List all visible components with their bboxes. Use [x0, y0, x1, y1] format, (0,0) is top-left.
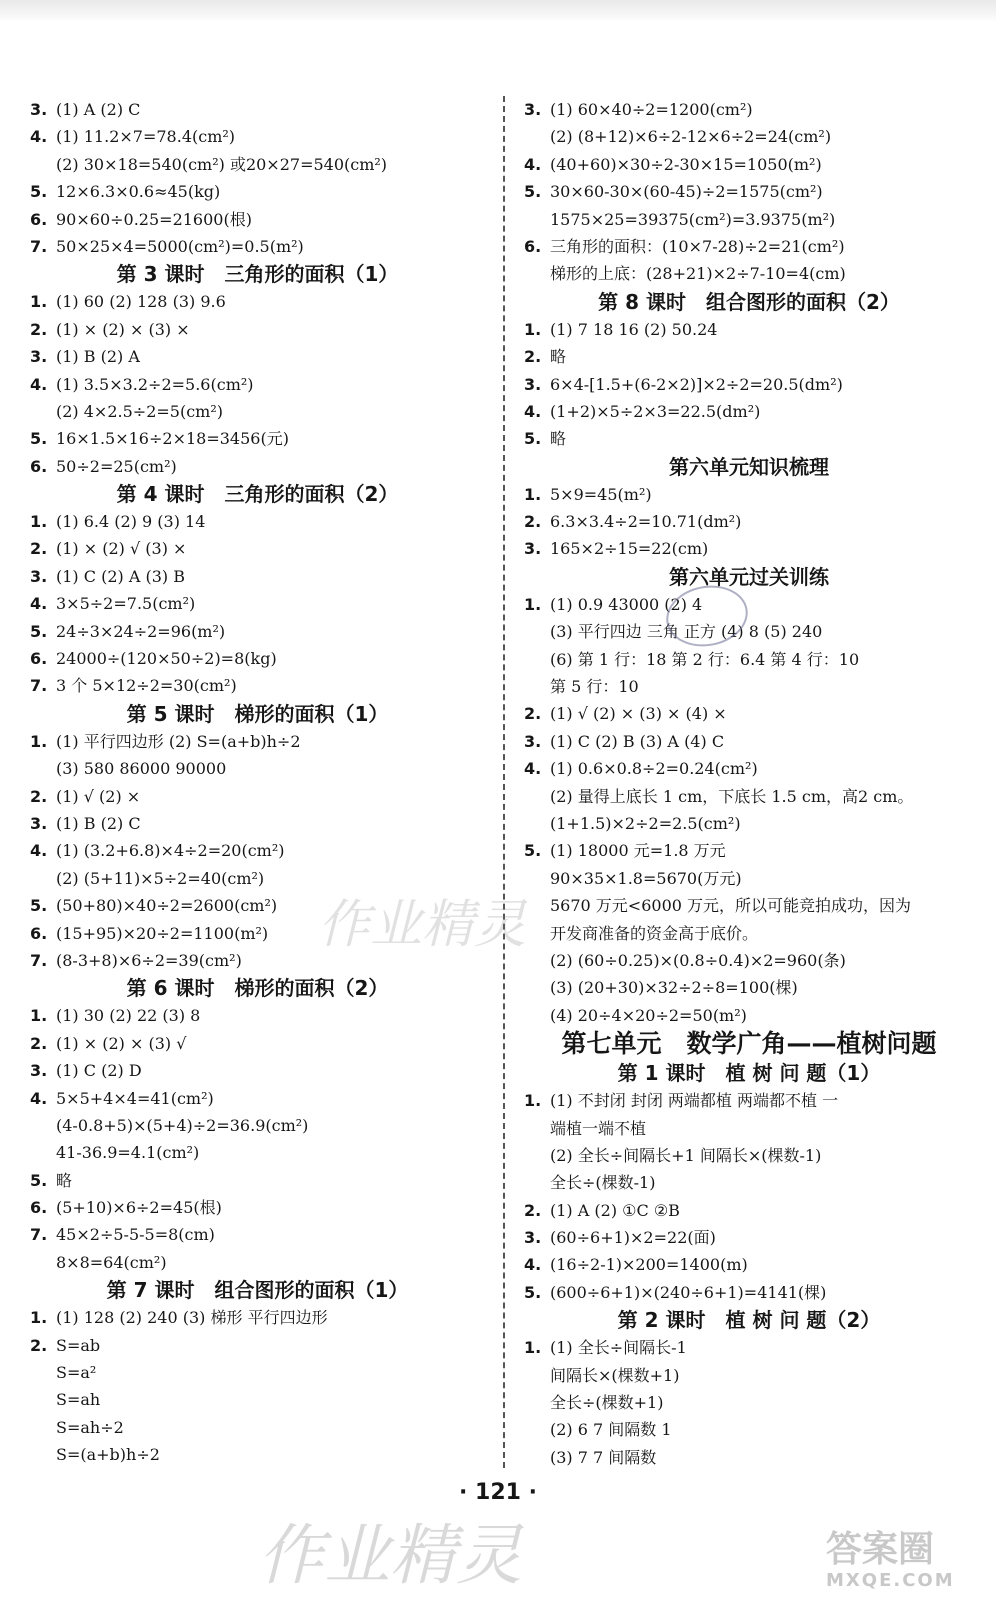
answer-continuation: 1575×25=39375(cm²)=3.9375(m²) — [550, 209, 836, 229]
left-column — [30, 96, 485, 1469]
answer-line — [524, 178, 974, 205]
answer-continuation: (2) (8+12)×6÷2-12×6÷2=24(cm²) — [550, 127, 832, 147]
answer-text: 24÷3×24÷2=96(m²) — [56, 621, 226, 641]
question-number: 5. — [30, 1170, 48, 1190]
section-heading: 第 2 课时 植 树 问 题（2） — [617, 1308, 881, 1333]
answer-continuation: (3) 平行四边 三角 正方 (4) 8 (5) 240 — [550, 622, 823, 642]
answer-continuation: (2) 4×2.5÷2=5(cm²) — [56, 401, 223, 421]
question-number: 4. — [30, 374, 48, 394]
answer-text: (1) 0.6×0.8÷2=0.24(cm²) — [550, 759, 758, 779]
question-number: 5. — [524, 182, 542, 202]
question-number: 4. — [524, 1255, 542, 1275]
question-number: 6. — [30, 923, 48, 943]
question-number: 4. — [30, 841, 48, 861]
watermark-middle: 作业精灵 — [318, 895, 527, 955]
answer-text: 略 — [550, 429, 567, 449]
question-number: 2. — [524, 512, 542, 532]
question-number: 6. — [30, 1198, 48, 1218]
scan-top-shadow — [0, 0, 996, 22]
question-number: 5. — [30, 896, 48, 916]
answer-text: S=ab — [56, 1335, 101, 1355]
question-number: 2. — [30, 1033, 48, 1053]
answer-text: 165×2÷15=22(cm) — [550, 539, 709, 559]
answer-line — [524, 316, 974, 343]
answer-continuation: 全长÷(棵数-1) — [550, 1173, 656, 1193]
question-number: 7. — [30, 1225, 48, 1245]
question-number: 1. — [30, 1006, 48, 1026]
question-number: 1. — [524, 319, 542, 339]
answer-line — [30, 1221, 485, 1248]
question-number: 7. — [30, 676, 48, 696]
answer-text: (1) B (2) C — [56, 813, 141, 833]
question-number: 1. — [30, 1308, 48, 1328]
answer-text: (40+60)×30÷2-30×15=1050(m²) — [550, 154, 822, 174]
answer-text: (1) 6.4 (2) 9 (3) 14 — [56, 512, 206, 532]
answer-text: (16÷2-1)×200=1400(m) — [550, 1255, 748, 1275]
question-number: 5. — [30, 429, 48, 449]
answer-line — [30, 810, 485, 837]
answer-continuation: (3) 7 7 间隔数 — [550, 1447, 657, 1467]
answer-text: 90×60÷0.25=21600(根) — [56, 209, 252, 229]
answer-continuation: 间隔长×(棵数+1) — [550, 1365, 680, 1385]
answer-line — [524, 398, 974, 425]
answer-continuation: (4) 20÷4×20÷2=50(m²) — [550, 1005, 747, 1025]
answer-text: (1) 3.5×3.2÷2=5.6(cm²) — [56, 374, 254, 394]
question-number: 7. — [30, 950, 48, 970]
answer-text: (1) A (2) ①C ②B — [550, 1200, 680, 1220]
answer-line — [30, 1194, 485, 1221]
answer-text: (1) 全长÷间隔长-1 — [550, 1338, 687, 1358]
question-number: 4. — [524, 154, 542, 174]
answer-continuation: S=ah÷2 — [56, 1417, 124, 1437]
question-number: 1. — [524, 484, 542, 504]
question-number: 4. — [30, 594, 48, 614]
answer-text: (1) 60×40÷2=1200(cm²) — [550, 100, 753, 119]
answer-continuation: (3) 580 86000 90000 — [56, 759, 227, 779]
answer-line — [524, 508, 974, 535]
answer-line — [30, 288, 485, 315]
answer-text: (1) C (2) B (3) A (4) C — [550, 731, 725, 751]
answer-continuation: (2) 量得上底长 1 cm，下底长 1.5 cm，高2 cm。 — [550, 786, 914, 806]
question-number: 5. — [524, 1282, 542, 1302]
answer-line — [30, 783, 485, 810]
section-heading: 第 7 课时 组合图形的面积（1） — [106, 1278, 409, 1303]
answer-line — [30, 837, 485, 864]
answer-line — [30, 316, 485, 343]
answer-line — [30, 233, 485, 260]
answer-line — [30, 453, 485, 480]
answer-line — [524, 1224, 974, 1251]
answer-text: (1) B (2) A — [56, 347, 140, 367]
answer-continuation: S=(a+b)h÷2 — [56, 1445, 160, 1465]
answer-text: 24000÷(120×50÷2)=8(kg) — [56, 649, 277, 669]
answer-line — [524, 700, 974, 727]
answer-line — [524, 481, 974, 508]
answer-line — [524, 837, 974, 864]
answer-text: (1) 7 18 16 (2) 50.24 — [550, 319, 718, 339]
answer-line — [524, 371, 974, 398]
answer-continuation: 梯形的上底：(28+21)×2÷7-10=4(cm) — [550, 264, 846, 284]
answer-line — [524, 535, 974, 562]
question-number: 1. — [30, 512, 48, 532]
answer-line — [524, 343, 974, 370]
answer-text: 5×5+4×4=41(cm²) — [56, 1088, 214, 1108]
answer-text: (60÷6+1)×2=22(面) — [550, 1228, 716, 1248]
question-number: 2. — [30, 1335, 48, 1355]
section-heading: 第六单元知识梳理 — [669, 454, 829, 479]
answer-text: 5×9=45(m²) — [550, 484, 652, 504]
answer-line — [30, 590, 485, 617]
answer-text: (1+2)×5÷2×3=22.5(dm²) — [550, 401, 761, 421]
answer-line — [524, 1087, 974, 1114]
question-number: 2. — [30, 539, 48, 559]
answer-continuation: 第 5 行：10 — [550, 677, 639, 697]
question-number: 4. — [30, 127, 48, 147]
question-number: 5. — [524, 429, 542, 449]
answer-continuation: (2) 6 7 间隔数 1 — [550, 1420, 672, 1440]
question-number: 4. — [524, 759, 542, 779]
column-divider — [503, 96, 505, 1468]
answer-line — [30, 96, 485, 123]
answer-text: 三角形的面积：(10×7-28)÷2=21(cm²) — [550, 236, 845, 256]
answer-line — [30, 1002, 485, 1029]
question-number: 2. — [30, 319, 48, 339]
answer-line — [30, 371, 485, 398]
answer-text: (5+10)×6÷2=45(根) — [56, 1198, 222, 1218]
answer-line — [30, 728, 485, 755]
answer-text: 3×5÷2=7.5(cm²) — [56, 594, 196, 614]
question-number: 1. — [524, 1091, 542, 1111]
question-number: 3. — [30, 566, 48, 586]
answer-line — [524, 151, 974, 178]
answer-text: 45×2÷5-5-5=8(cm) — [56, 1225, 215, 1245]
answer-line — [30, 425, 485, 452]
question-number: 1. — [30, 292, 48, 312]
answer-continuation: 5670 万元<6000 万元，所以可能竞拍成功，因为 — [550, 896, 912, 916]
answer-text: (1) 128 (2) 240 (3) 梯形 平行四边形 — [56, 1308, 328, 1328]
question-number: 3. — [524, 100, 542, 119]
answer-text: 略 — [56, 1170, 73, 1190]
answer-line — [30, 645, 485, 672]
answer-text: (1) × (2) √ (3) × — [56, 539, 187, 559]
answer-line — [524, 728, 974, 755]
answer-line — [524, 755, 974, 782]
question-number: 2. — [524, 347, 542, 367]
question-number: 1. — [524, 594, 542, 614]
answer-line — [30, 1030, 485, 1057]
question-number: 3. — [30, 1061, 48, 1081]
answer-continuation: 开发商准备的资金高于底价。 — [550, 923, 759, 943]
answer-line — [524, 425, 974, 452]
answer-line — [524, 233, 974, 260]
question-number: 2. — [524, 1200, 542, 1220]
question-number: 3. — [30, 100, 48, 119]
answer-text: (1) 30 (2) 22 (3) 8 — [56, 1006, 201, 1026]
answer-line — [524, 591, 974, 618]
answer-text: 16×1.5×16÷2×18=3456(元) — [56, 429, 289, 449]
section-heading: 第 3 课时 三角形的面积（1） — [116, 262, 399, 287]
question-number: 3. — [30, 813, 48, 833]
section-heading: 第 1 课时 植 树 问 题（1） — [617, 1061, 881, 1086]
page-number: · 121 · — [459, 1480, 537, 1505]
answer-continuation: 8×8=64(cm²) — [56, 1252, 167, 1272]
section-heading: 第 8 课时 组合图形的面积（2） — [598, 289, 900, 314]
question-number: 5. — [30, 621, 48, 641]
answer-text: 50÷2=25(cm²) — [56, 456, 177, 476]
answer-continuation: (4-0.8+5)×(5+4)÷2=36.9(cm²) — [56, 1115, 309, 1135]
question-number: 6. — [30, 209, 48, 229]
answer-line — [30, 123, 485, 150]
question-number: 5. — [30, 182, 48, 202]
section-heading: 第六单元过关训练 — [669, 564, 829, 589]
question-number: 5. — [524, 841, 542, 861]
question-number: 3. — [524, 731, 542, 751]
answer-line — [30, 1085, 485, 1112]
question-number: 6. — [524, 236, 542, 256]
question-number: 2. — [524, 704, 542, 724]
question-number: 4. — [524, 401, 542, 421]
watermark-bottom: 作业精灵 — [258, 1517, 522, 1594]
answer-continuation: 90×35×1.8=5670(万元) — [550, 868, 742, 888]
answer-line — [30, 1167, 485, 1194]
question-number: 3. — [30, 347, 48, 367]
answer-continuation: (1+1.5)×2÷2=2.5(cm²) — [550, 813, 741, 833]
answer-line — [524, 1279, 974, 1306]
answer-text: (1) 0.9 43000 (2) 4 — [550, 594, 703, 614]
answer-line — [524, 1334, 974, 1361]
question-number: 1. — [524, 1338, 542, 1358]
answer-text: (1) (3.2+6.8)×4÷2=20(cm²) — [56, 841, 285, 861]
answer-line — [30, 508, 485, 535]
site-logo — [826, 1530, 976, 1590]
answer-text: (1) C (2) A (3) B — [56, 566, 185, 586]
answer-line — [524, 96, 974, 123]
answer-text: 50×25×4=5000(cm²)=0.5(m²) — [56, 236, 304, 256]
answer-line — [30, 947, 485, 974]
answer-line — [524, 1197, 974, 1224]
answer-line — [30, 618, 485, 645]
question-number: 3. — [524, 1228, 542, 1248]
question-number: 6. — [30, 456, 48, 476]
answer-continuation: 端植一端不植 — [550, 1118, 647, 1138]
answer-line — [30, 892, 485, 919]
answer-text: (1) √ (2) × (3) × (4) × — [550, 704, 727, 724]
answer-text: (1) × (2) × (3) √ — [56, 1033, 187, 1053]
answer-line — [30, 206, 485, 233]
answer-continuation: 全长÷(棵数+1) — [550, 1393, 664, 1413]
question-number: 3. — [524, 374, 542, 394]
question-number: 4. — [30, 1088, 48, 1108]
question-number: 1. — [30, 731, 48, 751]
answer-line — [30, 1057, 485, 1084]
answer-line — [30, 1332, 485, 1359]
answer-text: (600÷6+1)×(240÷6+1)=4141(棵) — [550, 1282, 827, 1302]
answer-text: (15+95)×20÷2=1100(m²) — [56, 923, 269, 943]
answer-continuation: (2) 全长÷间隔长+1 间隔长×(棵数-1) — [550, 1145, 822, 1165]
answer-continuation: 41-36.9=4.1(cm²) — [56, 1143, 200, 1163]
answer-line — [30, 1304, 485, 1331]
section-heading: 第七单元 数学广角——植树问题 — [561, 1029, 937, 1059]
answer-line — [30, 563, 485, 590]
answer-text: (8-3+8)×6÷2=39(cm²) — [56, 950, 242, 970]
answer-line — [30, 178, 485, 205]
answer-text: (1) 平行四边形 (2) S=(a+b)h÷2 — [56, 731, 301, 751]
answer-line — [30, 343, 485, 370]
answer-text: (1) 不封闭 封闭 两端都植 两端都不植 一 — [550, 1091, 839, 1111]
question-number: 2. — [30, 786, 48, 806]
section-heading: 第 5 课时 梯形的面积（1） — [126, 701, 389, 726]
answer-text: 6×4-[1.5+(6-2×2)]×2÷2=20.5(dm²) — [550, 374, 843, 394]
answer-continuation: S=a² — [56, 1363, 97, 1383]
logo-text: 答案圈 — [826, 1529, 935, 1570]
answer-text: (1) 18000 元=1.8 万元 — [550, 841, 726, 861]
answer-text: 30×60-30×(60-45)÷2=1575(cm²) — [550, 182, 823, 202]
answer-continuation: (2) (5+11)×5÷2=40(cm²) — [56, 868, 265, 888]
answer-text: (1) 60 (2) 128 (3) 9.6 — [56, 292, 226, 312]
answer-text: (1) √ (2) × — [56, 786, 141, 806]
question-number: 3. — [524, 539, 542, 559]
answer-text: 12×6.3×0.6≈45(kg) — [56, 182, 221, 202]
answer-continuation: (6) 第 1 行：18 第 2 行：6.4 第 4 行：10 — [550, 649, 860, 669]
answer-line — [30, 672, 485, 699]
answer-line — [30, 920, 485, 947]
answer-continuation: S=ah — [56, 1390, 101, 1410]
question-number: 6. — [30, 649, 48, 669]
logo-domain: MXQE.COM — [826, 1570, 955, 1591]
answer-line — [30, 535, 485, 562]
answer-continuation: (2) 30×18=540(cm²) 或20×27=540(cm²) — [56, 154, 388, 174]
answer-text: 略 — [550, 347, 567, 367]
answer-text: (50+80)×40÷2=2600(cm²) — [56, 896, 278, 916]
answer-continuation: (3) (20+30)×32÷2÷8=100(棵) — [550, 978, 798, 998]
answer-text: (1) 11.2×7=78.4(cm²) — [56, 127, 236, 147]
answer-text: (1) C (2) D — [56, 1061, 142, 1081]
question-number: 7. — [30, 236, 48, 256]
answer-text: 6.3×3.4÷2=10.71(dm²) — [550, 512, 742, 532]
answer-text: (1) A (2) C — [56, 100, 141, 119]
answer-line — [524, 1251, 974, 1278]
answer-text: (1) × (2) × (3) × — [56, 319, 190, 339]
answer-continuation: (2) (60÷0.25)×(0.8÷0.4)×2=960(条) — [550, 950, 846, 970]
section-heading: 第 6 课时 梯形的面积（2） — [126, 976, 389, 1001]
answer-text: 3 个 5×12÷2=30(cm²) — [56, 676, 237, 696]
right-column — [524, 96, 974, 1471]
section-heading: 第 4 课时 三角形的面积（2） — [116, 482, 399, 507]
